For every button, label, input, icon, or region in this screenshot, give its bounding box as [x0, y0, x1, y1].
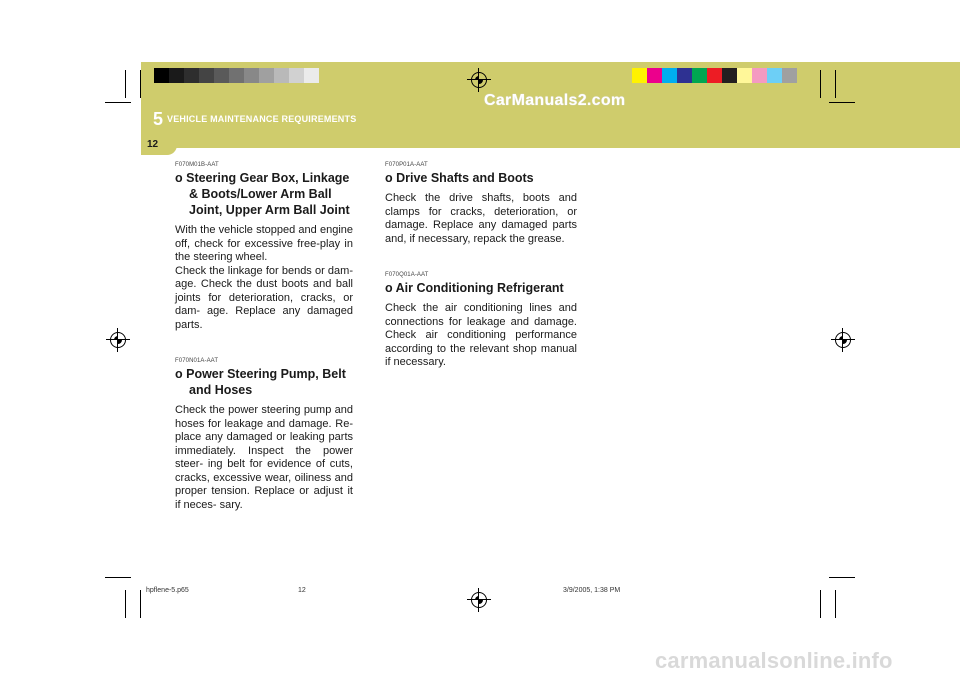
crop-mark: [835, 590, 836, 618]
crop-mark: [835, 70, 836, 98]
crop-mark: [125, 70, 126, 98]
crop-mark: [140, 70, 141, 98]
section-steering-gear: [175, 162, 353, 332]
color-swatch: [199, 68, 214, 83]
crop-mark: [140, 590, 141, 618]
color-swatch: [214, 68, 229, 83]
color-swatch: [707, 68, 722, 83]
section-paragraph: Check the drive shafts, boots and clamps for cracks, deterioration, or damage. Replace any damaged parts and, if necessary, repack the grease.: [385, 192, 577, 245]
crop-mark: [829, 577, 855, 578]
color-swatch: [289, 68, 304, 83]
color-swatch: [782, 68, 797, 83]
registration-mark-icon: [471, 72, 487, 88]
crop-mark: [125, 590, 126, 618]
color-swatch: [722, 68, 737, 83]
color-swatch: [737, 68, 752, 83]
footer-page: 12: [298, 587, 306, 594]
color-swatch: [692, 68, 707, 83]
section-code: F070P01A-AAT: [385, 162, 428, 168]
section-power-steering: [175, 358, 353, 512]
color-swatch: [274, 68, 289, 83]
footer-file-name: hpflene-5.p65: [146, 587, 189, 594]
registration-mark-icon: [835, 332, 851, 348]
color-swatch: [169, 68, 184, 83]
color-swatch: [184, 68, 199, 83]
section-paragraph: Check the air conditioning lines and connections for leakage and damage. Check air conditioning performance according to the relevant shop manual if necessary.: [385, 302, 577, 368]
color-swatch: [647, 68, 662, 83]
page-number: 12: [147, 139, 159, 150]
color-swatch-bar: [632, 68, 797, 83]
section-code: F070M01B-AAT: [175, 162, 219, 168]
grayscale-swatch-bar: [154, 68, 319, 83]
chapter-number: 5: [153, 109, 164, 129]
crop-mark: [820, 70, 821, 98]
section-heading: o Air Conditioning Refrigerant: [385, 281, 564, 295]
section-air-conditioning: [385, 272, 577, 370]
chapter-title: VEHICLE MAINTENANCE REQUIREMENTS: [167, 114, 357, 124]
watermark-bottom[interactable]: carmanualsonline.info: [655, 648, 893, 673]
registration-mark-icon: [110, 332, 126, 348]
color-swatch: [662, 68, 677, 83]
color-swatch: [244, 68, 259, 83]
color-swatch: [154, 68, 169, 83]
color-swatch: [304, 68, 319, 83]
color-swatch: [632, 68, 647, 83]
section-drive-shafts: [385, 162, 577, 246]
section-paragraph: With the vehicle stopped and engine off, check for excessive free-play in the steering wheel.: [175, 224, 353, 263]
footer-timestamp: 3/9/2005, 1:38 PM: [563, 587, 621, 594]
color-swatch: [259, 68, 274, 83]
crop-mark: [829, 102, 855, 103]
section-code: F070N01A-AAT: [175, 358, 219, 364]
right-column: [385, 162, 577, 396]
color-swatch: [767, 68, 782, 83]
color-swatch: [677, 68, 692, 83]
watermark-top[interactable]: CarManuals2.com: [484, 92, 626, 109]
color-swatch: [229, 68, 244, 83]
color-swatch: [752, 68, 767, 83]
crop-mark: [105, 102, 131, 103]
section-code: F070Q01A-AAT: [385, 272, 429, 278]
left-column: [175, 162, 353, 538]
section-heading: o Drive Shafts and Boots: [385, 171, 534, 185]
section-heading: o Power Steering Pump, Belt and Hoses: [175, 367, 346, 397]
section-heading: o Steering Gear Box, Linkage & Boots/Lower Arm Ball Joint, Upper Arm Ball Joint: [175, 171, 350, 217]
crop-mark: [105, 577, 131, 578]
registration-mark-icon: [471, 592, 487, 608]
section-paragraph: Check the linkage for bends or dam- age. Check the dust boots and ball joints for deterioration, cracks, or dam- age. Replace any damaged parts.: [175, 264, 353, 331]
section-paragraph: Check the power steering pump and hoses for leakage and damage. Re- place any damaged or leaking parts immediately. Inspect the power steer- ing belt for evidence of cuts, cracks, excessive wear, oiliness and proper tension. Replace or adjust it if neces- sary.: [175, 404, 353, 511]
crop-mark: [820, 590, 821, 618]
